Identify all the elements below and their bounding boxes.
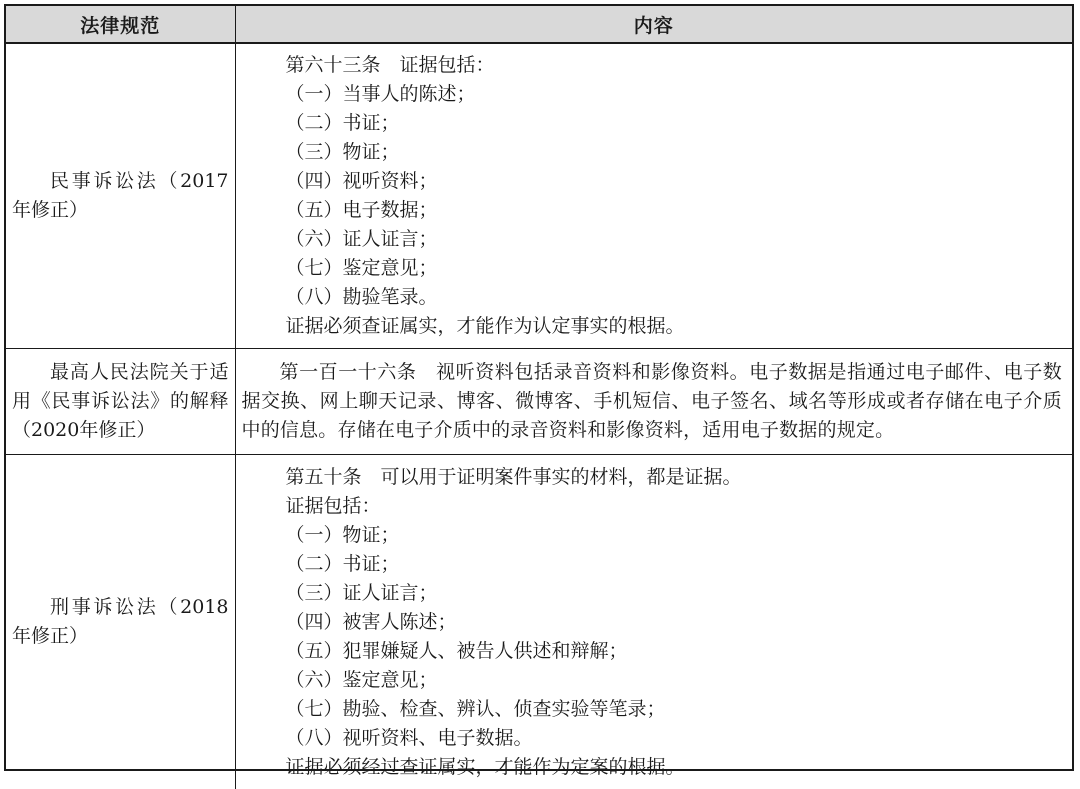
content-line: （五）犯罪嫌疑人、被告人供述和辩解；: [242, 637, 1063, 666]
table-row: [6, 43, 1072, 349]
content-line: 第五十条 可以用于证明案件事实的材料，都是证据。: [242, 463, 1063, 492]
table-row: [6, 349, 1072, 455]
content-paragraph: 第一百一十六条 视听资料包括录音资料和影像资料。电子数据是指通过电子邮件、电子数据交换、网上聊天记录、博客、微博客、手机短信、电子签名、域名等形成或者存储在电子介质中的信息。存储在电子介质中的录音资料和影像资料，适用电子数据的规定。: [242, 358, 1063, 445]
header-content: 内容: [235, 6, 1072, 43]
content-line: 第六十三条 证据包括：: [242, 51, 1063, 80]
content-line: （六）证人证言；: [242, 225, 1063, 254]
content-cell: [235, 455, 1072, 789]
content-cell: [235, 349, 1072, 455]
content-line: （二）书证；: [242, 109, 1063, 138]
content-line: （二）书证；: [242, 550, 1063, 579]
content-line: （四）视听资料；: [242, 167, 1063, 196]
law-table: [6, 6, 1072, 789]
content-line: （八）视听资料、电子数据。: [242, 724, 1063, 753]
law-table-frame: [4, 4, 1074, 771]
content-line: 证据必须查证属实，才能作为认定事实的根据。: [242, 312, 1063, 341]
content-cell: [235, 43, 1072, 349]
content-line: 证据必须经过查证属实，才能作为定案的根据。: [242, 753, 1063, 782]
content-line: （七）勘验、检查、辨认、侦查实验等笔录；: [242, 695, 1063, 724]
content-line: （四）被害人陈述；: [242, 608, 1063, 637]
content-line: （三）物证；: [242, 138, 1063, 167]
content-line: （八）勘验笔录。: [242, 283, 1063, 312]
content-line: （三）证人证言；: [242, 579, 1063, 608]
header-row: [6, 6, 1072, 43]
header-law-name: 法律规范: [6, 6, 235, 43]
content-line: （七）鉴定意见；: [242, 254, 1063, 283]
content-line: （六）鉴定意见；: [242, 666, 1063, 695]
content-line: （一）物证；: [242, 521, 1063, 550]
content-line: （五）电子数据；: [242, 196, 1063, 225]
law-name-cell: 民事诉讼法（2017年修正）: [6, 43, 235, 349]
table-row: [6, 455, 1072, 789]
content-line: 证据包括：: [242, 492, 1063, 521]
law-name-cell: 最高人民法院关于适用《民事诉讼法》的解释（2020年修正）: [6, 349, 235, 455]
content-line: （一）当事人的陈述；: [242, 80, 1063, 109]
law-name-cell: 刑事诉讼法（2018年修正）: [6, 455, 235, 789]
